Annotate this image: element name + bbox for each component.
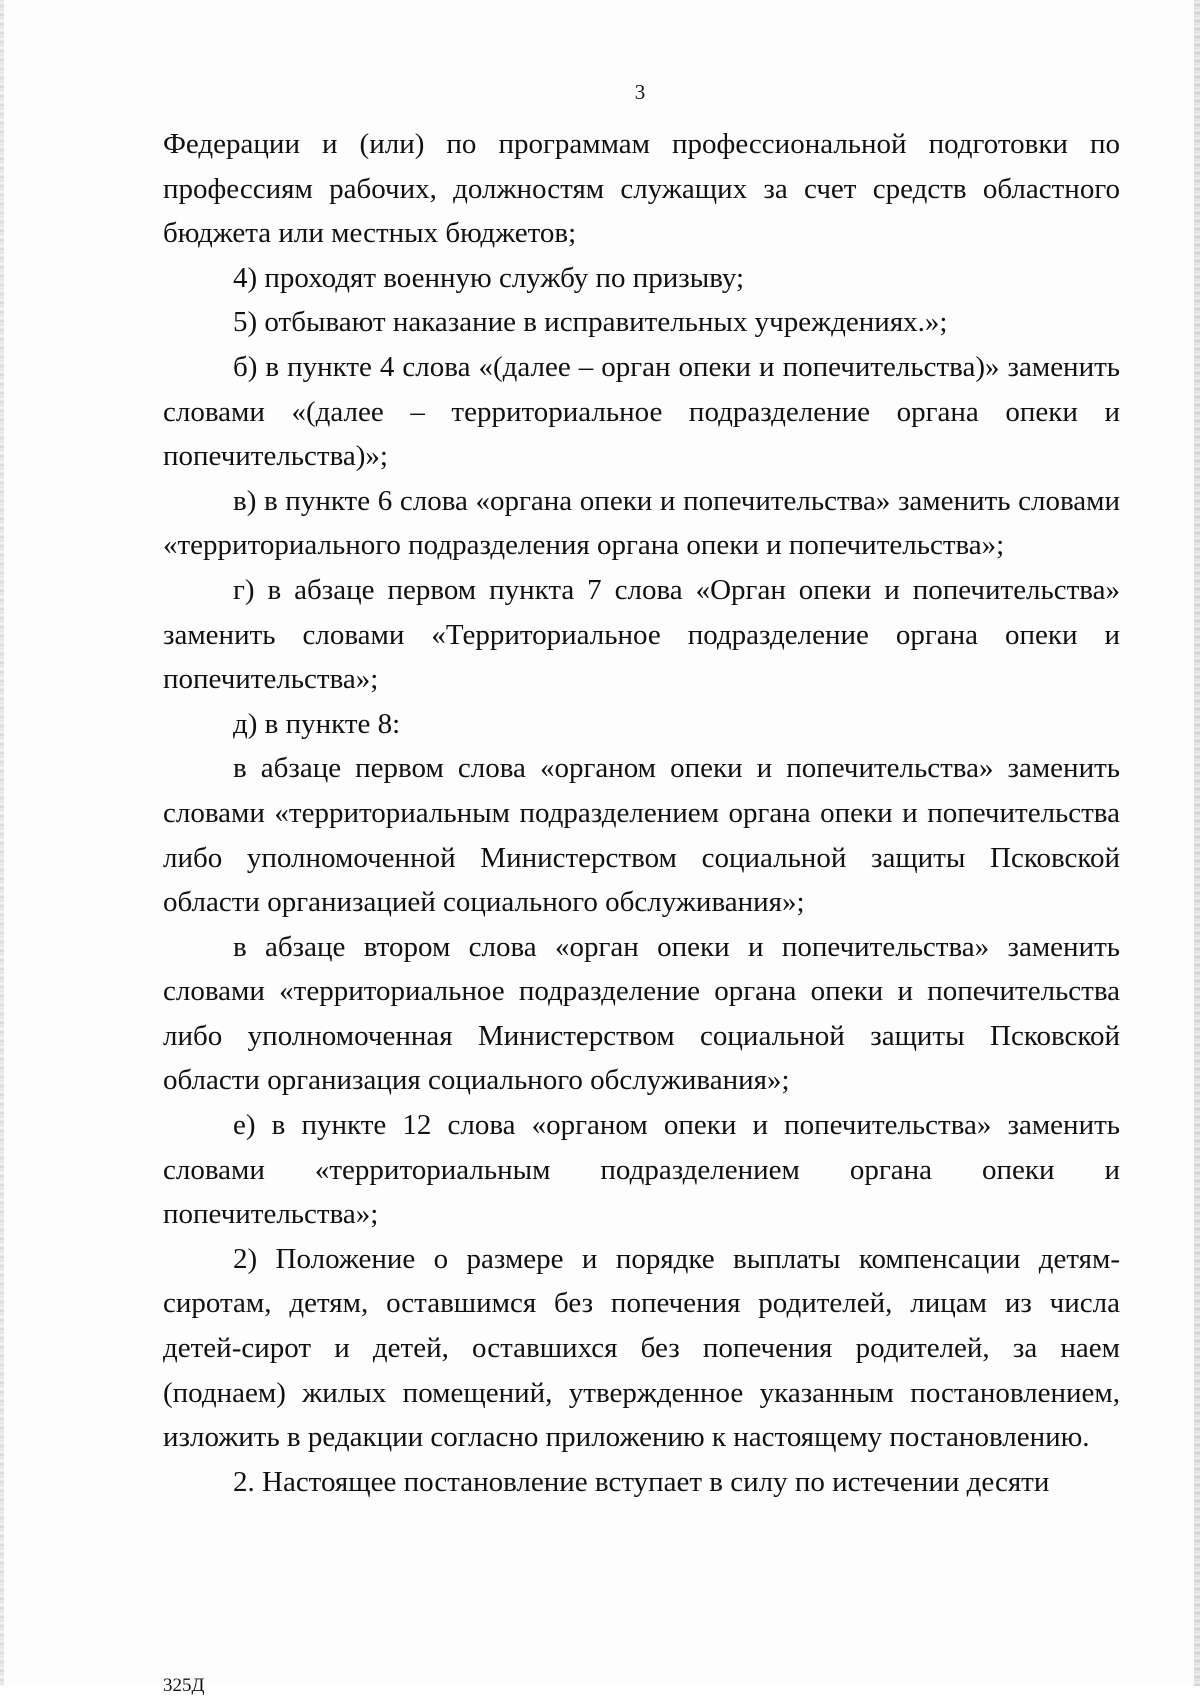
paragraph-item-4: 4) проходят военную службу по призыву; [233,261,745,294]
paragraph-item-2-polozhenie: 2) Положение о размере и порядке выплаты компенсации детям-сиротам, детям, оставшимся без попечения родителей, лицам из числа детей-сирот и детей, оставшихся без попечения родителей, за наем (поднаем) жилых помещений, утвержденное указанным постановлением, изложить в редакции согласно приложению к настоящему постановлению. [163,1242,1120,1454]
paragraph-item-d-first: в абзаце первом слова «органом опеки и попечительства» заменить словами «территориальным подразделением органа опеки и попечительства либо уполномоченной Министерством социальной защиты Псковской области организацией социального обслуживания»; [163,752,1120,919]
paragraph-item-g: г) в абзаце первом пункта 7 слова «Орган опеки и попечительства» заменить словами «Территориальное подразделение органа опеки и попечительства»; [163,573,1120,696]
paragraph-item-d: д) в пункте 8: [233,707,401,740]
paragraph-item-e: е) в пункте 12 слова «органом опеки и попечительства» заменить словами «территориальным подразделением органа опеки и попечительства»; [163,1109,1120,1231]
paragraph-continuation: Федерации и (или) по программам профессиональной подготовки по профессиям рабочих, должностям служащих за счет средств областного бюджета или местных бюджетов; [163,128,1120,250]
scan-edge-left [0,0,4,1686]
paragraph-item-2-effective: 2. Настоящее постановление вступает в силу по истечении десяти [233,1465,1050,1498]
paragraph-item-d-second: в абзаце втором слова «орган опеки и попечительства» заменить словами «территориальное подразделение органа опеки и попечительства либо уполномоченная Министерством социальной защиты Псковской области организация социального обслуживания»; [163,930,1120,1097]
scan-edge-right [1194,0,1200,1686]
document-body [163,122,1120,1504]
paragraph-item-v: в) в пункте 6 слова «органа опеки и попечительства» заменить словами «территориального подразделения органа опеки и попечительства»; [163,484,1120,562]
paragraph-item-5: 5) отбывают наказание в исправительных учреждениях.»; [233,306,948,339]
paragraph-item-b: б) в пункте 4 слова «(далее – орган опеки и попечительства)» заменить словами «(далее – территориальное подразделение органа опеки и попечительства)»; [163,350,1120,473]
footer-document-code: 325Д [163,1675,205,1696]
page-number: 3 [634,80,646,104]
